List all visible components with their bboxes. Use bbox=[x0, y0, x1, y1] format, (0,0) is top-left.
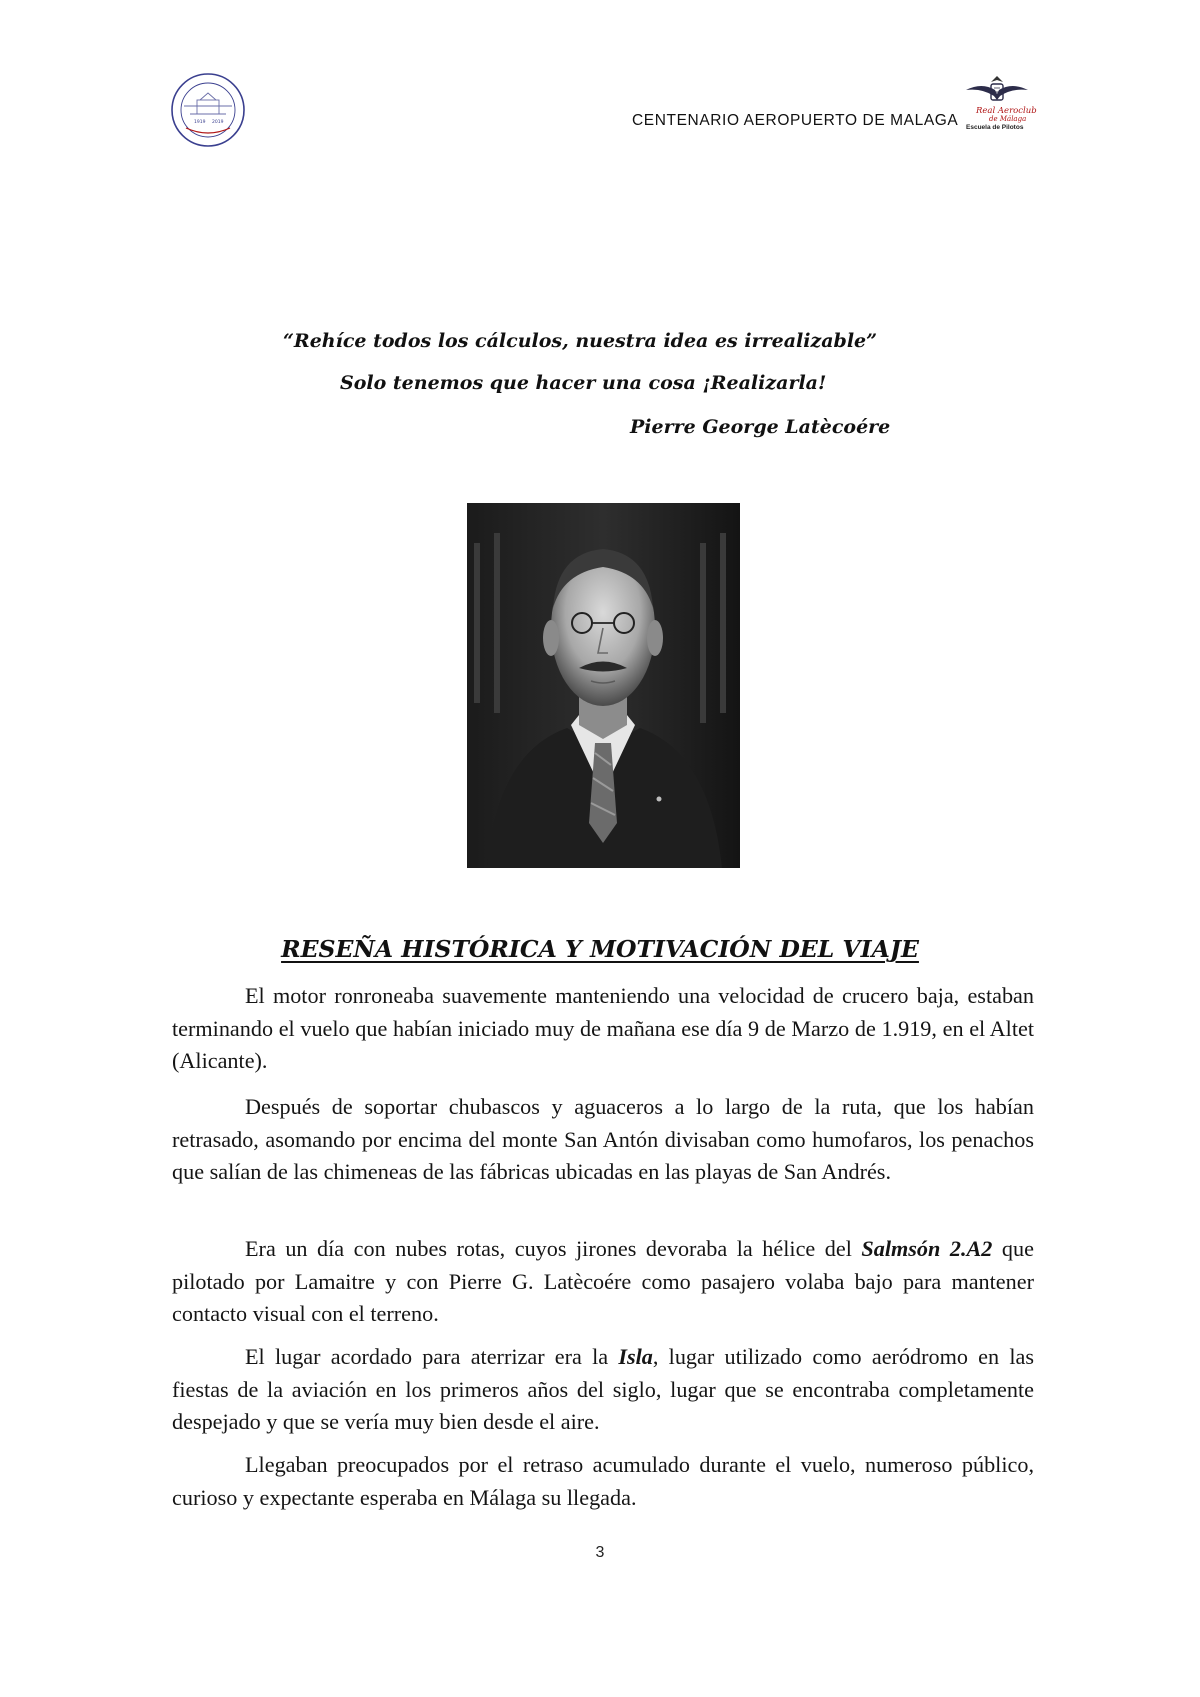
seal-year-end: 2019 bbox=[212, 120, 224, 125]
paragraph-5 bbox=[172, 1449, 1034, 1514]
section-heading: RESEÑA HISTÓRICA Y MOTIVACIÓN DEL VIAJE bbox=[281, 935, 919, 963]
page-number: 3 bbox=[595, 1544, 605, 1561]
portrait-photo bbox=[467, 503, 740, 868]
emblem-subtitle: Escuela de Pilotos bbox=[966, 124, 1024, 131]
quote-line-1: “Rehíce todos los cálculos, nuestra idea es irrealizable” bbox=[283, 330, 878, 352]
aircraft-name-emphasis: Salmsón 2.A2 bbox=[861, 1236, 993, 1261]
quote-line-2: Solo tenemos que hacer una cosa ¡Realizarla! bbox=[340, 372, 827, 394]
paragraph-3 bbox=[172, 1233, 1034, 1331]
paragraph-4-text-start: El lugar acordado para aterrizar era la bbox=[245, 1344, 619, 1369]
paragraph-2 bbox=[172, 1091, 1034, 1189]
paragraph-3-text-start: Era un día con nubes rotas, cuyos jirones devoraba la hélice del bbox=[245, 1236, 862, 1261]
landing-place-emphasis: Isla bbox=[618, 1344, 653, 1369]
paragraph-4-text-end: , lugar utilizado como aeródromo en las fiestas de la aviación en los primeros años del siglo, lugar que se encontraba completamente despejado y que se vería muy bien desde el aire. bbox=[172, 1344, 1034, 1434]
emblem-script-line-1: Real Aeroclub bbox=[976, 106, 1037, 116]
paragraph-2-text: Después de soportar chubascos y aguaceros a lo largo de la ruta, que los habían retrasado, asomando por encima del monte San Antón divisaban como humofaros, los penachos que salían de las chimeneas de las fábricas ubicadas en las playas de San Andrés. bbox=[172, 1094, 1034, 1184]
paragraph-1-text: El motor ronroneaba suavemente manteniendo una velocidad de crucero baja, estaban terminando el vuelo que habían iniciado muy de mañana ese día 9 de Marzo de 1.919, en el Altet (Alicante). bbox=[172, 983, 1034, 1073]
paragraph-3-text-end: que pilotado por Lamaitre y con Pierre G. Latècoére como pasajero volaba bajo para mantener contacto visual con el terreno. bbox=[172, 1236, 1034, 1326]
header-title: CENTENARIO AEROPUERTO DE MALAGA bbox=[632, 112, 959, 129]
paragraph-5-text: Llegaban preocupados por el retraso acumulado durante el vuelo, numeroso público, curioso y expectante esperaba en Málaga su llegada. bbox=[172, 1452, 1034, 1510]
seal-year-start: 1919 bbox=[194, 120, 206, 125]
paragraph-1 bbox=[172, 980, 1034, 1078]
emblem-script-line-2: de Málaga bbox=[989, 115, 1027, 123]
quote-author: Pierre George Latècoére bbox=[630, 416, 891, 438]
centenario-seal-icon bbox=[170, 72, 246, 148]
paragraph-4 bbox=[172, 1341, 1034, 1439]
